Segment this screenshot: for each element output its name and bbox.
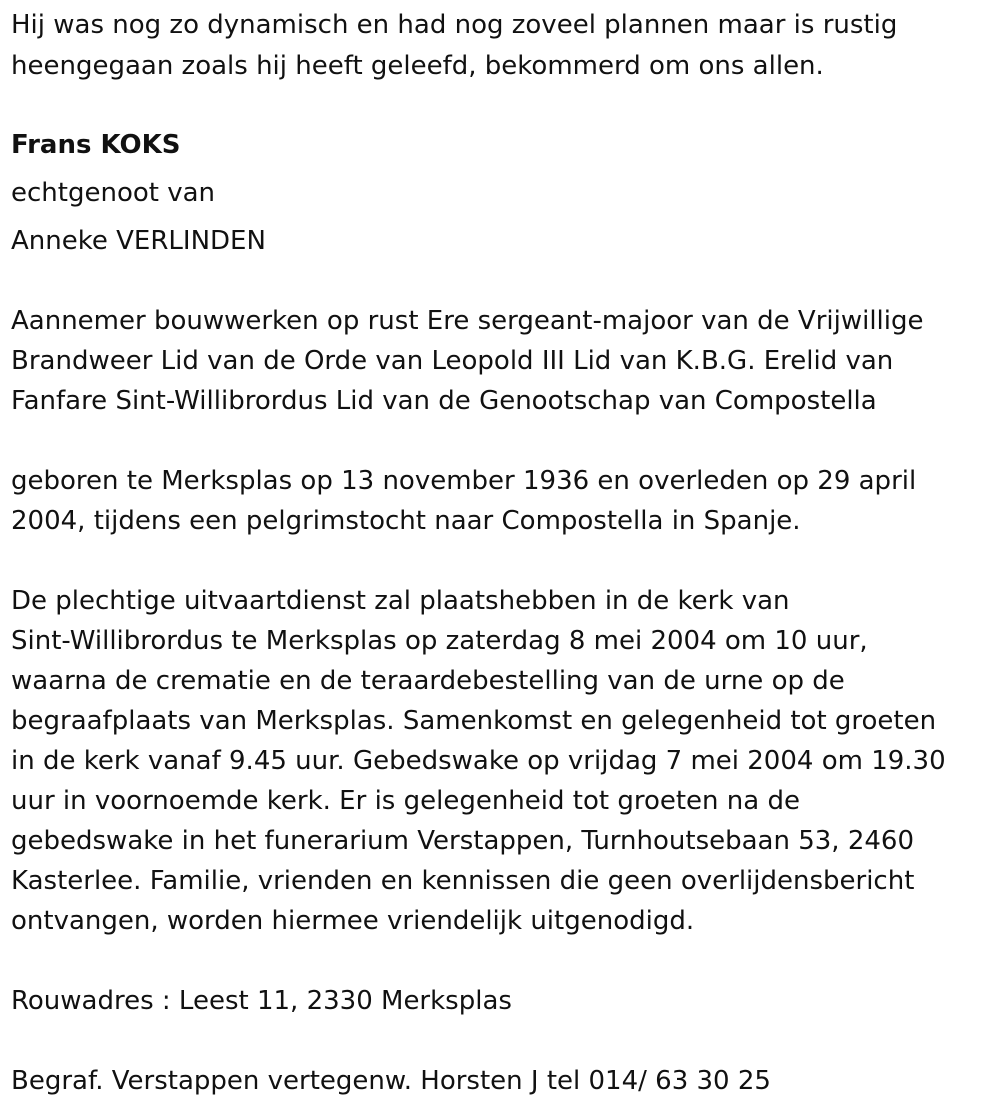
- deceased-name: Frans KOKS: [11, 130, 181, 160]
- intro-line-1: Hij was nog zo dynamisch en had nog zoveel plannen maar is rustig: [11, 10, 898, 40]
- funeral-line-8: Kasterlee. Familie, vrienden en kennissen die geen overlijdensbericht: [11, 866, 915, 896]
- funeral-line-4: begraafplaats van Merksplas. Samenkomst en gelegenheid tot groeten: [11, 706, 937, 736]
- undertaker-contact: Begraf. Verstappen vertegenw. Horsten J tel 014/ 63 30 25: [11, 1066, 771, 1096]
- intro-line-2: heengegaan zoals hij heeft geleefd, bekommerd om ons allen.: [11, 51, 824, 81]
- birth-death-line-2: 2004, tijdens een pelgrimstocht naar Compostella in Spanje.: [11, 506, 801, 536]
- funeral-line-7: gebedswake in het funerarium Verstappen, Turnhoutsebaan 53, 2460: [11, 826, 915, 856]
- funeral-line-5: in de kerk vanaf 9.45 uur. Gebedswake op vrijdag 7 mei 2004 om 19.30: [11, 746, 946, 776]
- birth-death-line-1: geboren te Merksplas op 13 november 1936 en overleden op 29 april: [11, 466, 917, 496]
- titles-line-2: Brandweer Lid van de Orde van Leopold III Lid van K.B.G. Erelid van: [11, 346, 894, 376]
- funeral-line-9: ontvangen, worden hiermee vriendelijk uitgenodigd.: [11, 906, 695, 936]
- funeral-line-1: De plechtige uitvaartdienst zal plaatshebben in de kerk van: [11, 586, 790, 616]
- relation-text: echtgenoot van: [11, 178, 216, 208]
- spouse-name: Anneke VERLINDEN: [11, 226, 266, 256]
- funeral-line-6: uur in voornoemde kerk. Er is gelegenheid tot groeten na de: [11, 786, 800, 816]
- titles-line-1: Aannemer bouwwerken op rust Ere sergeant-majoor van de Vrijwillige: [11, 306, 924, 336]
- mourning-address: Rouwadres : Leest 11, 2330 Merksplas: [11, 986, 512, 1016]
- titles-line-3: Fanfare Sint-Willibrordus Lid van de Genootschap van Compostella: [11, 386, 877, 416]
- funeral-line-3: waarna de crematie en de teraardebestelling van de urne op de: [11, 666, 845, 696]
- funeral-line-2: Sint-Willibrordus te Merksplas op zaterdag 8 mei 2004 om 10 uur,: [11, 626, 868, 656]
